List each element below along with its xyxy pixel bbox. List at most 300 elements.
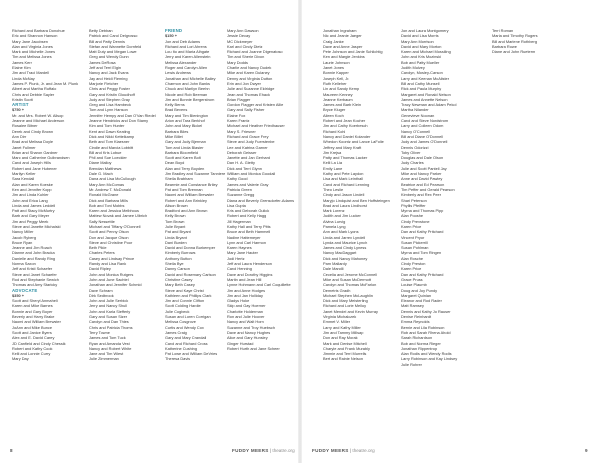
donor-name: Naomi and William Brewster: [165, 192, 214, 198]
page-number: 8: [10, 448, 13, 453]
donor-name: Bob and Toni Mobbs: [89, 202, 125, 208]
donor-name: Michael Stephen McLaughlin: [323, 292, 373, 298]
donor-name: Mark and Denise Mitchell: [323, 340, 367, 346]
donor-name: Beth and Tom Klaesner: [89, 139, 130, 145]
donor-name: Brian Flagger: [227, 96, 251, 102]
donor-name: Sarah Richardson: [401, 335, 433, 341]
donor-name: Scott and Penny Olson: [89, 229, 129, 235]
donor-name: Julie Bryant: [165, 223, 186, 229]
donor-name: Diane Malloy: [89, 160, 112, 166]
donor-name: John and Karla Siefferly: [89, 308, 131, 314]
donor-name: Danielle and Randy Ring: [12, 255, 56, 261]
donor-name: Theo Leslie: [323, 186, 344, 192]
donor-name: Laurie Johnson: [323, 59, 350, 65]
donor-name: Pamela Lyng: [323, 223, 346, 229]
donor-name: Dennis Odorizzi: [401, 144, 429, 150]
donor-name: Marc and Catherine Gulbrandsen: [12, 155, 70, 161]
donor-name: Lin and Sandy Kemp: [323, 86, 360, 92]
donor-name: Mary Ann Morrison: [401, 38, 434, 44]
donor-name: Nancy and Walt Horn: [227, 319, 264, 325]
donor-name: James and Valerie Gray: [227, 181, 269, 187]
donor-name: Robert Hurth and Jane Scheer: [227, 345, 280, 351]
donor-name: Ronald McGrane: [89, 192, 119, 198]
donor-name: Barb and Gary Meyer: [12, 213, 50, 219]
page-number: 9: [585, 448, 588, 453]
donor-level-amount: $350 +: [12, 292, 25, 298]
donor-name: Richard and Barbara Donohue: [12, 28, 65, 33]
donor-name: Lou Ito and Maria Alhgate: [165, 49, 210, 55]
donor-name: John and June Sachtel: [89, 276, 129, 282]
donor-name: Steve and Judy Fuerstenbe: [227, 139, 275, 145]
donor-name: Dean Boyd: [165, 160, 185, 166]
donor-name: Gary and Susan Sizer: [89, 314, 128, 320]
donor-name: James and Barb Klein: [323, 102, 362, 108]
donor-level-amount: $750 +: [12, 107, 25, 113]
left-page-column-4: [227, 28, 294, 351]
donor-name: Mary Beth Casey: [165, 282, 195, 288]
donor-name: Larry and Colleen Odom: [401, 123, 444, 129]
donor-name: Richard and Lori Ahrens: [165, 43, 207, 49]
donor-name: Erin and Jon Dwyer: [227, 80, 261, 86]
donor-name: Janet Jones: [323, 65, 344, 71]
donor-name: Shari Peterson: [401, 197, 427, 203]
donor-name: Emily Lane: [323, 165, 343, 171]
donor-name: John and Monica Rutgers: [89, 271, 134, 277]
left-page-number: [10, 447, 13, 455]
donor-name: Alan and Terry Boyden: [165, 165, 205, 171]
donor-name: Robert and Ann Brinkley: [165, 197, 207, 203]
donor-name: Martin and Jean Hill: [227, 276, 262, 282]
donor-name: Jim and Jan Holliday: [227, 292, 263, 298]
donor-name: Julie and Scott Pantell Jay: [401, 165, 447, 171]
donor-name: Denise Reinhardt: [401, 314, 432, 320]
donor-name: Judith and Jim Lucker: [323, 213, 361, 219]
donor-name: Don and Jacque Olson: [89, 234, 129, 240]
donor-name: Jerry and Nancy Shull: [89, 303, 128, 309]
donor-name: Bonnie Kapper: [323, 70, 349, 76]
donor-name: Melissa Cosgrove: [165, 319, 196, 325]
donor-name: Ron and Julie Hoover: [227, 314, 265, 320]
donor-name: Mary S. Friesner: [227, 128, 256, 134]
donor-name: David and Rosemary Carlson: [165, 271, 216, 277]
donor-name: Cindy Preston: [401, 261, 426, 267]
donor-name: Larry Robinson and Kay Lindsey: [401, 356, 458, 362]
donor-name: Mark and Michelle Jones: [12, 49, 56, 55]
donor-name: Ginger Hurstad: [227, 340, 254, 346]
donor-name: Jeanne and Jim Roach: [12, 245, 52, 251]
donor-name: Lynn and Carl Harmon: [227, 239, 266, 245]
donor-name: Jim and Anne Hodges: [227, 287, 266, 293]
donor-name: Randy and Lisa Rank: [89, 261, 127, 267]
donor-name: Scott Colding Hardie: [165, 303, 201, 309]
donor-name: Terry Towne: [89, 329, 110, 335]
donor-name: James and Cindy Lyness: [323, 245, 367, 251]
donor-name: Tom and Lynn Hanson: [89, 107, 128, 113]
donor-name: Deborah Geisser: [227, 149, 257, 155]
donor-name: Myrna and Tom Ringen: [401, 250, 442, 256]
donor-name: MC Dickmeyer: [227, 38, 253, 44]
donor-name: Greg and Lisa Hambeck: [89, 102, 131, 108]
donor-name: Margaret Quinlan: [401, 292, 432, 298]
donor-name: Gary and Judy Bjerman: [165, 139, 206, 145]
donor-name: Bob and Norma Rieger: [401, 340, 441, 346]
left-footer: FUDDY MEERS | theatre.org: [232, 448, 295, 453]
donor-name: Cecelia and Jerome McConnell: [323, 271, 378, 277]
donor-name: Kelli and Lonnie Curry: [12, 351, 51, 357]
donor-name: Rod and Stephanie Sewich: [12, 276, 59, 282]
donor-name: Mary and Tim Bienington: [165, 112, 209, 118]
donor-name: Jim and Connie Clifton: [165, 298, 205, 304]
donor-name: Alan Rodis and Wendy Rodis: [401, 351, 452, 357]
donor-name: Thomas and Amy Staricky: [12, 282, 58, 288]
donor-name: John and Mary Bickel: [165, 123, 203, 129]
donor-name: Alison Brown: [165, 202, 188, 208]
donor-name: Chuck and Marilyn Beehn: [165, 86, 210, 92]
donor-name: Gary and Mary Crandall: [165, 335, 207, 341]
donor-name: Steve and Kaye Christ: [165, 287, 204, 293]
donor-name: Aileen Koch: [323, 112, 344, 118]
donor-name: Curtis and Wendy Cox: [165, 324, 204, 330]
donor-name: Kathy Good: [227, 176, 248, 182]
donor-name: Joseph Kell, Jr.: [323, 75, 350, 81]
donor-name: Scott and Janice Byers: [12, 329, 52, 335]
donor-name: Lisa and Mark Leinthall: [323, 176, 364, 182]
donor-name: Patrick and Carol Delgrosso: [89, 33, 138, 39]
donor-name: Judy and James O'Donnell: [401, 139, 448, 145]
donor-name: Alex and E. David Carey: [12, 335, 55, 341]
donor-name: Demetris Gradh: [323, 287, 351, 293]
donor-name: Pam Mallardy: [323, 261, 347, 267]
donor-name: Mary Jane Hauter: [227, 250, 258, 256]
donor-name: Diana and Beverly Grensdorfer-Adams: [227, 197, 294, 203]
donor-name: Gordon Flagger and Kristen Allie: [227, 102, 284, 108]
donor-name: Lynne Hohmann and Carl Coquillette: [227, 282, 291, 288]
donor-name: Myrna and Thomas Pipp: [401, 208, 444, 214]
donor-name: Melissa Alexander: [165, 59, 197, 65]
donor-name: Barbara Bloomfield: [165, 149, 199, 155]
donor-name: Linda McNay: [12, 75, 35, 81]
donor-name: Charyle and Frank Murably: [323, 345, 370, 351]
donor-name: Suzanne Gregg: [227, 192, 255, 198]
donor-name: David and Mary Morton: [401, 43, 442, 49]
donor-name: Alan and Virginia Jones: [12, 43, 53, 49]
donor-name: Maureen Kenney: [323, 91, 353, 97]
donor-name: Alice and Gary Hunsley: [227, 335, 268, 341]
donor-name: Marjorie Fletcher: [89, 80, 119, 86]
donor-name: Bryce Kluger: [323, 107, 346, 113]
donor-name: Kathy Hall and Terry Pitts: [227, 223, 271, 229]
donor-name: Tim and Melissa Jones: [12, 54, 52, 60]
left-page-column-1: [12, 28, 79, 362]
donor-name: Bernie and Lila Robinson: [401, 324, 445, 330]
donor-name: Mary Jane Jacobsen: [12, 38, 48, 44]
donor-name: Craig Janke: [323, 38, 344, 44]
donor-name: Karen Frantz: [227, 118, 250, 124]
donor-name: James and Tom Tuck: [89, 335, 126, 341]
donor-name: Alan and Karen Koeske: [12, 181, 53, 187]
donor-name: Barbara Rowe: [492, 43, 517, 49]
donor-name: Emma Reynolds: [401, 319, 430, 325]
donor-name: Richard and Lorie Melloy: [323, 303, 367, 309]
donor-name: Julie and Suzanne Eldridge: [227, 86, 275, 92]
donor-name: Robert and Jane Hubener: [12, 165, 57, 171]
donor-name: Dave and Anne Jasper: [323, 43, 363, 49]
donor-name: Anne and David Pawley: [401, 176, 443, 182]
donor-name: Karen Price: [401, 223, 422, 229]
footer-website: theatre.org: [352, 448, 375, 453]
donor-name: Marilyn Keller: [12, 171, 36, 177]
donor-name: Julie Rohrer: [401, 361, 422, 367]
donor-name: Mike Billet: [165, 133, 183, 139]
donor-name: Naomi and William Brewster: [12, 319, 61, 325]
donor-name: Ryan and Amanda Vest: [89, 340, 130, 346]
donor-name: Brad Bevens: [165, 107, 188, 113]
donor-name: Dick and Nancy Mahoney: [323, 255, 368, 261]
donor-name: Chris and Debbie Sayler: [12, 91, 55, 97]
donor-name: Michael and Heather Friedhauser: [227, 123, 285, 129]
donor-name: Danny Carson: [165, 266, 190, 272]
donor-name: Margaret and Ronald Nelson: [401, 91, 451, 97]
donor-name: Cindy and Jason Lindell: [323, 192, 365, 198]
donor-name: Barbara Biles: [165, 128, 189, 134]
donor-name: Julie Cogbeck: [165, 308, 190, 314]
donor-name: Sara Kendall: [12, 176, 35, 182]
donor-name: Jeff and Kristi Schaefer: [12, 266, 53, 272]
donor-name: Jim and Peggy Meek: [12, 218, 49, 224]
donor-level-heading: ARTIST: [12, 102, 29, 108]
donor-name: Janet Mendel and Kevin Murray: [323, 308, 378, 314]
donor-name: Theresa Davis: [165, 356, 191, 362]
donor-name: Kathleen and Phillips Clark: [165, 292, 212, 298]
donor-name: Whedon Koontz and Lance LaFolie: [323, 139, 384, 145]
donor-name: Don and Ray Morak: [323, 335, 358, 341]
donor-name: Nancy Miller: [12, 229, 34, 235]
donor-name: Dick and Barbara Mills: [89, 197, 128, 203]
donor-name: Kimberly Burrows: [165, 250, 196, 256]
donor-name: Dan and Kathy Pritchard: [401, 271, 444, 277]
donor-name: Bruce and Beth Hammell: [227, 229, 271, 235]
donor-name: Matt Ramsey: [401, 303, 424, 309]
donor-name: Kristin Scott: [12, 96, 33, 102]
donor-name: Carol Henning: [227, 266, 252, 272]
donor-name: Lewis Andrews: [165, 70, 191, 76]
donor-name: Maryjo Lindquist and Ben Hoffsteingen: [323, 197, 390, 203]
donor-name: Genevieve Noonan: [401, 112, 435, 118]
donor-name: Dave Schram: [89, 287, 113, 293]
donor-name: Steve and Janet Schaefer: [12, 271, 57, 277]
donor-name: Karen Price: [401, 266, 422, 272]
donor-name: Jerry and Karen Allenstein: [165, 54, 211, 60]
donor-name: Betty Debban: [89, 28, 113, 33]
donor-name: Mark Lorenz: [323, 208, 345, 214]
donor-name: Jim and Linda Kuhler: [12, 192, 49, 198]
donor-name: Gary and Kristin Gloudhoff: [89, 91, 135, 97]
donor-name: Chris and Peggy Foster: [89, 86, 130, 92]
donor-name: Robert and Kelly Hagg: [227, 213, 267, 219]
donor-name: John and Kris Mozinski: [401, 54, 442, 60]
donor-name: Jim and Tammy Millsap: [323, 329, 364, 335]
donor-name: Elaine Kim: [12, 65, 31, 71]
left-page-column-2: [89, 28, 156, 362]
donor-name: Dick and Mary Meisterling: [323, 298, 368, 304]
donor-name: Charmon and John Banks: [165, 80, 210, 86]
donor-name: Dan H. A. Gietty: [227, 160, 255, 166]
donor-name: Karl and Cindy Dietz: [227, 43, 263, 49]
donor-name: Dennis and Kathy Jo Rauser: [401, 308, 451, 314]
donor-name: Jeanne and Michael Anderson: [12, 118, 65, 124]
donor-name: Bill and Marlene Rothberg: [492, 38, 537, 44]
donor-name: Dave and Dorothy Higgins: [227, 271, 273, 277]
donor-name: JD Canfield and Cindy Chessik: [12, 340, 66, 346]
donor-name: Sally Nessettle: [89, 218, 115, 224]
right-page-column-2: [401, 28, 468, 367]
donor-name: Alvina Lurvig: [323, 218, 346, 224]
donor-name: Robert and Kathy Cook: [12, 345, 53, 351]
donor-name: Pat and Tom Brennan: [165, 186, 203, 192]
donor-name: Dale Mandli: [323, 266, 344, 272]
donor-name: Nic and Jeanie Jaeger: [323, 33, 362, 39]
donor-name: David and Lisa Morris: [401, 33, 439, 39]
donor-name: Lisa Gupta: [227, 202, 246, 208]
donor-name: Ann Dirr: [12, 133, 27, 139]
donor-name: Sheila Bye: [165, 261, 184, 267]
donor-name: Kathy and Pete Laydon: [323, 171, 364, 177]
donor-name: Kelly Berns: [165, 102, 185, 108]
donor-name: Norma Saxon: [12, 261, 36, 267]
donor-name: James DeRosa: [89, 59, 116, 65]
donor-name: Nancy MacDaggart: [323, 250, 357, 256]
donor-name: Emmet V. Miller: [323, 319, 351, 325]
donor-name: Rick and Paula Murphy: [401, 86, 442, 92]
donor-name: Mike and Karen Dulaney: [227, 70, 270, 76]
donor-name: Jonathan Ingraham: [323, 28, 357, 33]
donor-name: Dale G. Mach: [89, 171, 113, 177]
donor-name: Diane and John Rueterm: [492, 49, 536, 55]
donor-name: Dick and Terri Glynn: [227, 165, 262, 171]
footer-show-title: FUDDY MEERS: [312, 448, 349, 453]
donor-name: Susan Pohlman: [401, 245, 429, 251]
donor-name: Beatrice and Ed Pearson: [401, 181, 445, 187]
donor-name: Rob and Sarah Rhena Ahold: [401, 329, 451, 335]
donor-name: Cindie and Marcia Lobbitt: [89, 144, 134, 150]
donor-name: Tim and Sherie Dixon: [227, 54, 265, 60]
donor-name: Suzanne and Troy Huebsch: [227, 324, 276, 330]
donor-name: Tim Peffer and Gerald Pearson: [401, 186, 455, 192]
donor-name: Carolyn and Thomas McFarlon: [323, 282, 377, 288]
donor-level-heading: FRIEND: [165, 28, 183, 33]
donor-name: Lee and Katrina Garner: [227, 144, 268, 150]
donor-name: James Kerr: [12, 59, 32, 65]
donor-name: Charlie and Nancy Dudek: [227, 65, 272, 71]
donor-name: Jonathan and Michelle Bailey: [165, 75, 216, 81]
donor-name: Mattew Novak and Jamee Ulbrich: [89, 213, 148, 219]
donor-name: Jonathan Rippentrop: [401, 345, 438, 351]
donor-level-heading: ADVOCATE: [12, 287, 38, 293]
donor-name: Judith Mulvey: [401, 65, 425, 71]
donor-name: Nadine Hattemeyer: [227, 234, 261, 240]
donor-name: David and Donna Burkemper: [165, 245, 216, 251]
donor-name: Jim and Cathy Koerbesch: [323, 123, 368, 129]
donor-name: Pat and Bryant: [165, 229, 191, 235]
donor-name: Mr. and Mrs. Robert W. Allsop: [12, 112, 64, 118]
donor-name: Pete Johnson and Janie Schlichtig: [323, 49, 383, 55]
donor-name: John and Erica Lang: [12, 197, 48, 203]
donor-name: Mary Day: [12, 356, 29, 362]
donor-name: Mike and Nancy Parker: [401, 171, 442, 177]
donor-name: Bill and Patty Dennis: [89, 38, 125, 44]
donor-name: Jim Bradley and Suzanne Tanniere: [165, 171, 226, 177]
donor-name: Skip and Gay Hoerner: [227, 303, 266, 309]
donor-name: Jean and Thomas Ehack: [227, 91, 270, 97]
donor-name: Kris and Deborah Gulick: [227, 208, 270, 214]
donor-name: Mary Ann Dawson: [227, 28, 259, 33]
donor-name: Patricia Green: [227, 186, 252, 192]
donor-name: Linda and James Leddell: [12, 202, 56, 208]
donor-name: Douglas and Dale Olson: [401, 155, 444, 161]
donor-name: Carol and Steve Nordstrom: [401, 118, 449, 124]
donor-name: Elaine Fox: [227, 112, 246, 118]
donor-name: Bradford and Ann Brown: [165, 208, 208, 214]
donor-name: Arion and Tara Berkhof: [165, 118, 205, 124]
donor-name: Dave and Nancy Hughes: [227, 329, 271, 335]
donor-name: Albert and Martha Ruffalo: [12, 86, 57, 92]
donor-name: Carolyn and Dan Thies: [89, 319, 129, 325]
donor-name: Larry and Kathy Miller: [323, 324, 361, 330]
donor-name: Mary Dodds: [227, 59, 248, 65]
donor-name: Larry and Keenan McAlister: [401, 75, 450, 81]
donor-name: Nancy and Jack Evans: [89, 70, 129, 76]
donor-name: Dick and Nikki Kettelkamp: [89, 133, 135, 139]
donor-name: Eleanor and Rod Rader: [401, 298, 442, 304]
right-page-number: [585, 447, 588, 455]
donor-name: Anthony Button: [165, 255, 192, 261]
donor-name: Bearmie and Constance Briley: [165, 181, 218, 187]
donor-name: Jim and Traci Mardell: [12, 70, 49, 76]
donor-name: Pat Lowe and William DeVries: [165, 351, 218, 357]
donor-name: Matt Duty and Megan Lowe: [89, 49, 137, 55]
donor-name: Charles Peters: [89, 250, 115, 256]
donor-name: Denny and Virginia Dutton: [227, 75, 273, 81]
donor-name: Richard Kohl: [323, 128, 346, 134]
donor-name: Alan Rosche: [401, 255, 424, 261]
donor-name: Maria and Timothy Rogers: [492, 33, 538, 39]
donor-name: James P. Plunk, Jr. and Jean M. Plunk: [12, 80, 79, 86]
donor-name: Doug and Joy Pundy: [401, 287, 438, 293]
donor-name: Kelli La Lia: [323, 160, 343, 166]
donor-name: Brad and Laura Lindhorst: [323, 202, 367, 208]
donor-name: Susan Pickerrill: [401, 239, 428, 245]
donor-name: Nicole and Rob Beeman: [165, 91, 208, 97]
donor-name: Carol and Richard Lenning: [323, 181, 370, 187]
donor-name: Janette and Jan Gerhard: [227, 155, 271, 161]
right-footer: FUDDY MEERS | theatre.org: [312, 448, 375, 453]
donor-name: Mary Ann McComas: [89, 181, 125, 187]
donor-name: Carolyn, Mosley-Carson: [401, 70, 443, 76]
donor-name: Lynda and Maurice Lynch: [323, 239, 368, 245]
right-page-column-1: [323, 28, 390, 362]
donor-name: James Craig: [165, 329, 187, 335]
donor-name: Dirk Sedbrook: [89, 292, 114, 298]
donor-name: Kelly Brown: [165, 213, 186, 219]
donor-name: Jill Hagerman: [227, 218, 251, 224]
donor-name: Kent and Dawn Keating: [89, 128, 130, 134]
donor-name: Jeffrey and Mary Kraft: [323, 144, 362, 150]
donor-name: Ruth Kelleher: [323, 80, 347, 86]
donor-name: Kimberly and Rex Peer: [401, 192, 442, 198]
donor-name: Phil and Sue Loeckler: [89, 155, 127, 161]
donor-name: John and Julie Serbick: [89, 298, 129, 304]
donor-name: Martha Nilander: [401, 107, 429, 113]
